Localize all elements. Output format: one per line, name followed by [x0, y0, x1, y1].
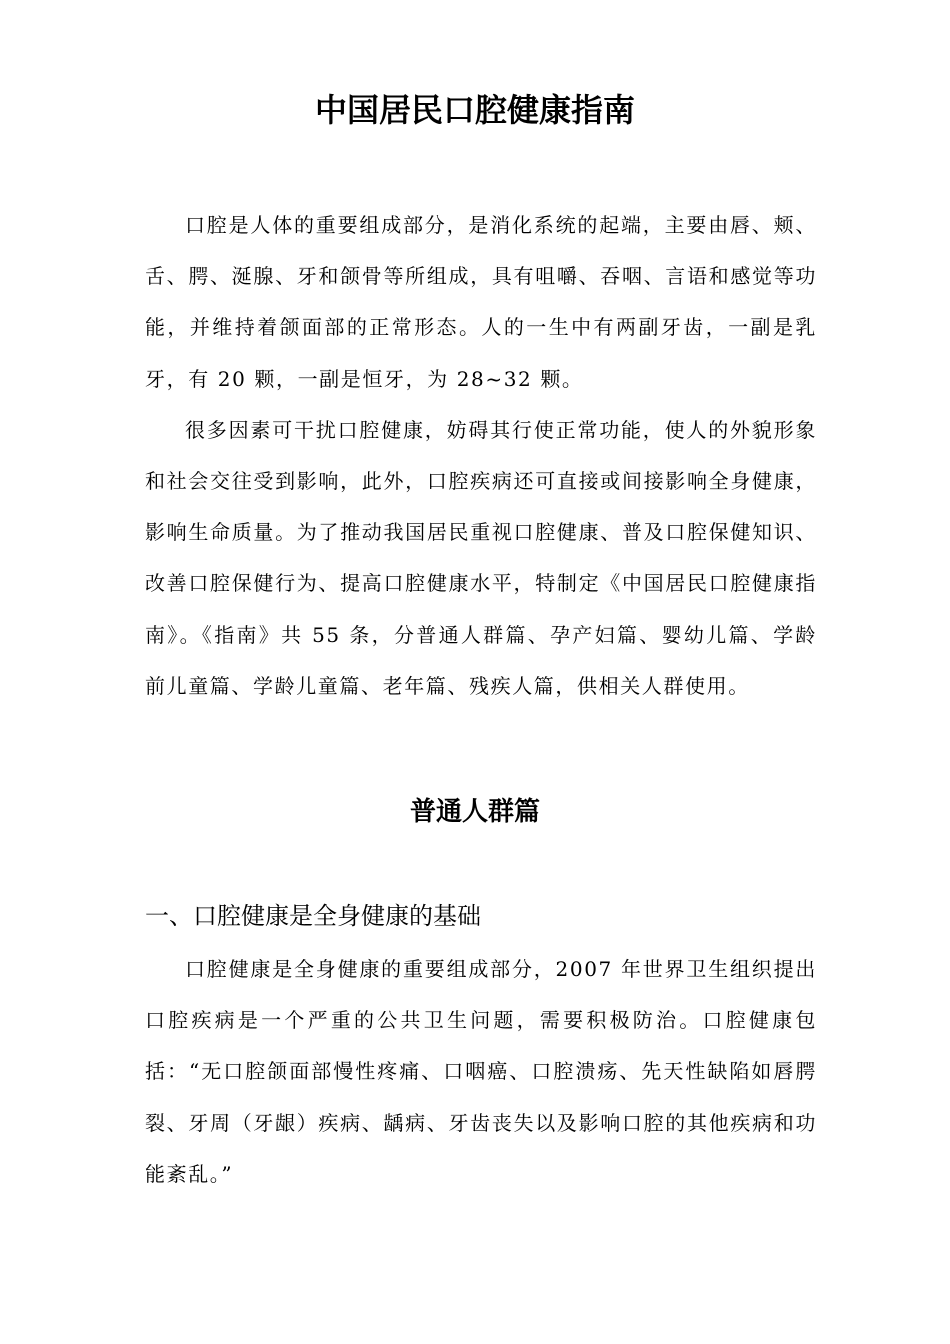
document-title: 中国居民口腔健康指南: [314, 91, 635, 129]
subsection-heading: 一、口腔健康是全身健康的基础: [145, 902, 481, 930]
intro-text: [145, 200, 817, 712]
subsection-text: [145, 944, 817, 1200]
intro-paragraph-1: 口腔是人体的重要组成部分，是消化系统的起端，主要由唇、颊、舌、腭、涎腺、牙和颌骨等所组成，具有咀嚼、吞咽、言语和感觉等功能，并维持着颌面部的正常形态。人的一生中有两副牙齿，一副是乳牙，有 20 颗，一副是恒牙，为 28~32 颗。: [145, 213, 817, 391]
subsection-paragraph: 口腔健康是全身健康的重要组成部分，2007 年世界卫生组织提出口腔疾病是一个严重的公共卫生问题，需要积极防治。口腔健康包括：“无口腔颌面部慢性疼痛、口咽癌、口腔溃疡、先天性缺陷如唇腭裂、牙周（牙龈）疾病、龋病、牙齿丧失以及影响口腔的其他疾病和功能紊乱。”: [145, 957, 817, 1186]
section-title: 普通人群篇: [409, 797, 540, 827]
intro-paragraph-2: 很多因素可干扰口腔健康，妨碍其行使正常功能，使人的外貌形象和社会交往受到影响，此外，口腔疾病还可直接或间接影响全身健康，影响生命质量。为了推动我国居民重视口腔健康、普及口腔保健知识、改善口腔保健行为、提高口腔健康水平，特制定《中国居民口腔健康指南》。《指南》共 55 条，分普通人群篇、孕产妇篇、婴幼儿篇、学龄前儿童篇、学龄儿童篇、老年篇、残疾人篇，供相关人群使用。: [145, 417, 817, 698]
